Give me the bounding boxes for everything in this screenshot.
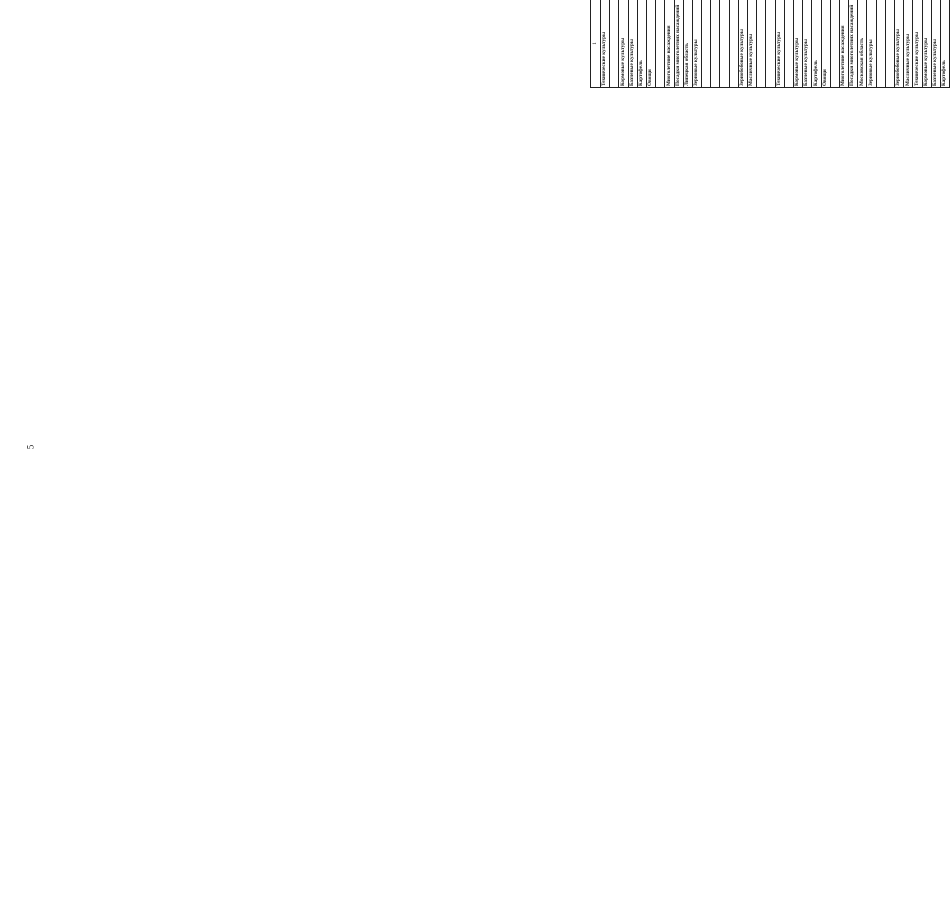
crop-group-cell (720, 0, 729, 88)
crop-group-cell: Бахчевые культуры (931, 0, 940, 88)
region-name: Липецкая область (683, 0, 692, 88)
crop-group-cell: Картофель (812, 0, 821, 88)
table-row (738, 0, 747, 88)
crop-group-cell: Бахчевые культуры (803, 0, 812, 88)
table-row (821, 0, 830, 88)
table-header-row (591, 0, 601, 88)
table-row (812, 0, 821, 88)
crop-group-cell: Технические культуры (601, 0, 610, 88)
table-row (711, 0, 720, 88)
table-row (601, 0, 610, 88)
crop-group-cell: Посадки многолетних насаждений (849, 0, 858, 88)
crop-group-cell (711, 0, 720, 88)
table-row (867, 0, 876, 88)
table-row (674, 0, 683, 88)
crop-group-cell: Бахчевые культуры (628, 0, 637, 88)
crop-group-cell (702, 0, 711, 88)
table-row (784, 0, 793, 88)
crop-group-cell: Картофель (940, 0, 949, 88)
crop-group-cell: Масличные культуры (748, 0, 757, 88)
table-row (729, 0, 738, 88)
table-row (748, 0, 757, 88)
table-row (656, 0, 665, 88)
table-row (849, 0, 858, 88)
crop-group-cell: Кормовые культуры (793, 0, 802, 88)
table-row (793, 0, 802, 88)
crop-group-cell: Картофель (637, 0, 646, 88)
crop-group-cell: Зернобобовые культуры (738, 0, 747, 88)
table-row (839, 0, 848, 88)
region-name: Московская область (858, 0, 867, 88)
table-row (876, 0, 885, 88)
crop-group-cell: Овощи (821, 0, 830, 88)
data-table (590, 0, 950, 88)
crop-group-cell: Масличные культуры (904, 0, 913, 88)
crop-group-cell (656, 0, 665, 88)
table-body (601, 0, 950, 88)
crop-group-cell (830, 0, 839, 88)
table-row (803, 0, 812, 88)
rotated-page (590, 0, 950, 88)
table-row (895, 0, 904, 88)
table-row (702, 0, 711, 88)
table-row (646, 0, 655, 88)
crop-group-cell: Зернобобовые культуры (895, 0, 904, 88)
table-row (913, 0, 922, 88)
crop-group-cell: Зерновые культуры (692, 0, 701, 88)
column-header: 1 (591, 0, 601, 88)
crop-group-cell: Кормовые культуры (619, 0, 628, 88)
table-row (922, 0, 931, 88)
crop-group-cell (757, 0, 766, 88)
table-row (757, 0, 766, 88)
table-row (885, 0, 894, 88)
crop-group-cell: Многолетние насаждения (665, 0, 674, 88)
crop-group-cell (729, 0, 738, 88)
table-row (610, 0, 619, 88)
crop-group-cell: Кормовые культуры (922, 0, 931, 88)
table-row (665, 0, 674, 88)
crop-group-cell: Овощи (646, 0, 655, 88)
table-row (766, 0, 775, 88)
crop-group-cell (876, 0, 885, 88)
table-row (931, 0, 940, 88)
table-row (692, 0, 701, 88)
region-row (683, 0, 692, 88)
crop-group-cell: Зерновые культуры (867, 0, 876, 88)
table-row (830, 0, 839, 88)
table-row (775, 0, 784, 88)
crop-group-cell (885, 0, 894, 88)
table-row (940, 0, 949, 88)
crop-group-cell (610, 0, 619, 88)
table-row (720, 0, 729, 88)
crop-group-cell: Посадки многолетних насаждений (674, 0, 683, 88)
crop-group-cell: Многолетние насаждения (839, 0, 848, 88)
crop-group-cell (766, 0, 775, 88)
table-row (619, 0, 628, 88)
crop-group-cell: Технические культуры (775, 0, 784, 88)
region-row (858, 0, 867, 88)
table-row (628, 0, 637, 88)
table-row (904, 0, 913, 88)
crop-group-cell: Технические культуры (913, 0, 922, 88)
page-number: 5 (25, 444, 36, 450)
table-row (637, 0, 646, 88)
crop-group-cell (784, 0, 793, 88)
